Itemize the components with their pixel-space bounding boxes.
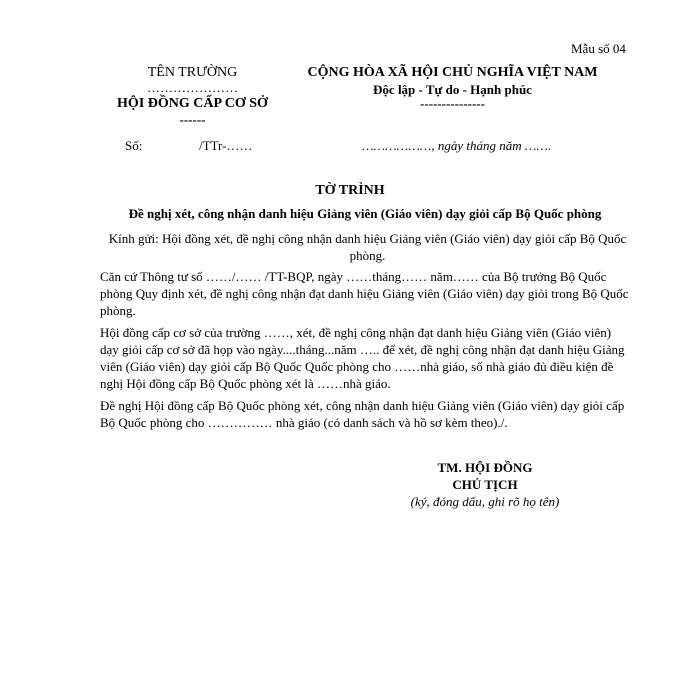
paragraph-legal-basis: Căn cứ Thông tư số ……/…… /TT-BQP, ngày ……tháng…… năm…… của Bộ trưởng Bộ Quốc phòng Quy định xét, đề nghị công nhận đạt danh hiệu Giảng viên (Giáo viên) dạy giỏi trong Bộ Quốc phòng. [100, 269, 629, 318]
number-code: /TTr-…… [199, 138, 253, 153]
signature-note: (ký, đóng dấu, ghi rõ họ tên) [410, 494, 560, 509]
school-name: TÊN TRƯỜNG [147, 65, 238, 80]
signature-role: CHỦ TỊCH [452, 477, 518, 492]
signature-block [400, 459, 570, 511]
national-motto: Độc lập - Tự do - Hạnh phúc [373, 82, 532, 97]
paragraph-council-meeting: Hội đồng cấp cơ sở của trường ……, xét, đề nghị công nhận đạt danh hiệu Giảng viên (Giáo viên) dạy giỏi cấp cơ sở đã họp vào ngày....tháng...năm ….. để xét, đề nghị công nhận đạt danh hiệu Giảng viên (Giáo viên) dạy giỏi cấp Bộ Quốc Quốc phòng cho ……nhà giáo, số nhà giáo đủ điều kiện đề nghị Hội đồng cấp Bộ Quốc phòng xét là ……nhà giáo. [100, 325, 625, 391]
paragraph-proposal: Đề nghị Hội đồng cấp Bộ Quốc phòng xét, công nhận danh hiệu Giảng viên (Giáo viên) dạy giỏi cấp Bộ Quốc phòng cho …………… nhà giáo (có danh sách và hồ sơ kèm theo)./. [100, 398, 625, 430]
document-subtitle: Đề nghị xét, công nhận danh hiệu Giảng viên (Giáo viên) dạy giỏi cấp Bộ Quốc phòng [128, 206, 602, 221]
council-name: HỘI ĐỒNG CẤP CƠ SỞ [117, 96, 268, 111]
signature-title: TM. HỘI ĐỒNG [437, 460, 533, 475]
place-date-line: ………………, ngày tháng năm ……. [362, 138, 552, 153]
form-number: Mẫu số 04 [571, 41, 626, 56]
recipient-line: Kính gửi: Hội đồng xét, đề nghị công nhận danh hiệu Giảng viên (Giáo viên) dạy giỏi cấp Bộ Quốc phòng. [108, 231, 627, 263]
motto-divider: --------------- [420, 96, 485, 111]
school-name-dots: ………………… [147, 80, 238, 95]
number-label: Số: [125, 138, 143, 153]
country-name: CỘNG HÒA XÃ HỘI CHỦ NGHĨA VIỆT NAM [307, 65, 598, 80]
header-left [105, 64, 280, 126]
council-divider: ------ [179, 112, 206, 127]
header-right [300, 64, 605, 110]
document-title: TỜ TRÌNH [315, 183, 385, 198]
